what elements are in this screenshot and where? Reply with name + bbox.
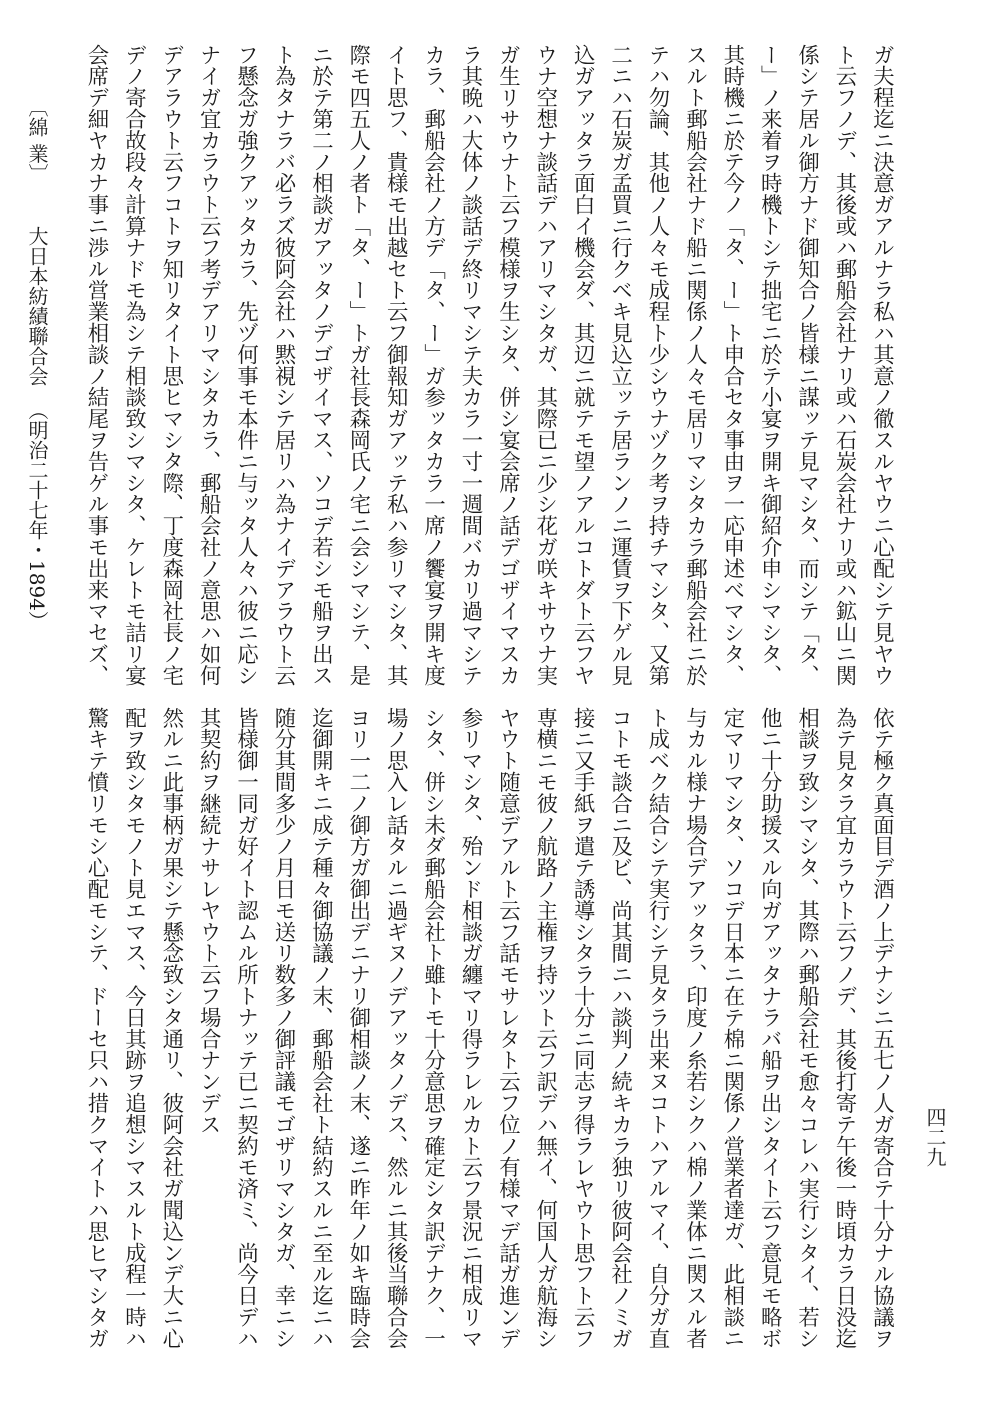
upper-text-column: ガ夫程迄ニ決意ガアルナラ私ハ其意ノ徹スルヤウニ心配シテ見ヤウ [869,44,895,686]
lower-text-column: 然ルニ此事柄ガ果シテ懸念致シタ通リ、彼阿会社ガ聞込ンデ大ニ心 [158,707,184,1349]
upper-text-column: ガ生リサウナト云フ模様ヲ生シタ、併シ宴会席ノ話デゴザイマスカ [495,44,521,686]
upper-text-column: ト為タナラバ必ラズ彼阿会社ハ黙視シテ居リハ為ナイデアラウト云 [271,44,296,686]
upper-text-column: 二ニハ石炭ガ孟買ニ行クベキ見込立ッテ居ランノニ運賃ヲ下ゲル見 [607,44,633,686]
era-note: （明治二十七年・1894） [25,400,49,631]
lower-text-column: 迄御開キニ成テ種々御協議ノ末、郵船会社ト結約スルニ至ル迄ニハ [308,707,334,1349]
upper-text-column: ト云フノデ、其後或ハ郵船会社ナリ或ハ石炭会社ナリ或ハ鉱山ニ関 [832,44,857,686]
lower-text-column: 驚キテ憤リモシ心配モシテ、ドーセ只ハ措クマイトハ思ヒマシタガ [84,707,109,1349]
source-title: 大日本紡績聯合会 [25,226,49,386]
lower-text-column: 随分其間多少ノ月日モ送リ数多ノ御評議モゴザリマシタガ、幸ニシ [271,707,296,1349]
lower-text-column: 接ニ又手紙ヲ遣テ誘導シタラ十分ニ同志ヲ得ラレヤウト思フト云フ [570,707,596,1349]
upper-text-column: スルト郵船会社ナド船ニ関係ノ人々モ居リマシタカラ郵船会社ニ於 [682,44,708,686]
upper-text-column: デアラウト云フコトヲ知リタイト思ヒマシタ際、丁度森岡社長ノ宅 [158,44,184,686]
lower-text-column: 与カル様ナ場合デアッタラ、印度ノ糸若シクハ棉ノ業体ニ関スル者 [682,707,708,1349]
upper-text-column: カラ、郵船会社ノ方デ「タ、ー」ガ参ッタカラ一席ノ饗宴ヲ開キ度 [420,44,446,686]
upper-text-column: ナイガ宜カラウト云フ考デアリマシタカラ、郵船会社ノ意思ハ如何 [196,44,222,686]
upper-text-column: 際モ四五人ノ者ト「タ、ー」トガ社長森岡氏ノ宅ニ会シマシテ、是 [345,44,371,686]
upper-text-column: イト思フ、貴様モ出越セト云フ御報知ガアッテ私ハ参リマシタ、其 [383,44,409,686]
lower-text-column: シタ、併シ未ダ郵船会社ト雖トモ十分意思ヲ確定シタ訳デナク、一 [420,707,446,1349]
upper-text-column: フ懸念ガ強クアッタカラ、先ヅ何事モ本件ニ与ッタ人々ハ彼ニ応シ [233,44,259,686]
upper-text-column: 其時機ニ於テ今ノ「タ、ー」ト申合セタ事由ヲ一応申述べマシタ、 [719,44,745,686]
lower-text-column: 依テ極ク真面目デ酒ノ上デナシニ五七ノ人ガ寄合テ十分ナル協議ヲ [869,707,895,1349]
lower-text-column: 其契約ヲ継続ナサレヤウト云フ場合ナンデス [196,707,222,1135]
lower-text-column: 皆様御一同ガ好イト認ムル所トナッテ已ニ契約モ済ミ、尚今日デハ [233,707,259,1349]
lower-text-column: 相談ヲ致シマシタ、其際ハ郵船会社モ愈々コレハ実行シタイ、若シ [794,707,820,1349]
upper-text-column: テハ勿論、其他ノ人々モ成程ト少シウナヅク考ヲ持チマシタ、又第 [645,44,670,686]
page-number: 四二九 [923,1107,947,1167]
lower-text-column: 為テ見タラ宜カラウト云フノデ、其後打寄テ午後一時頃カラ日没迄 [832,707,857,1349]
lower-text-column: 専横ニモ彼ノ航路ノ主権ヲ持ツト云フ訳デハ無イ、何国人ガ航海シ [532,707,558,1349]
lower-text-column: ト成ベク結合シテ実行シテ見タラ出来ヌコトハアルマイ、自分ガ直 [645,707,670,1349]
lower-text-column: 他ニ十分助援スル向ガアッタナラバ船ヲ出シタイト云フ意見モ略ボ [757,707,783,1349]
lower-text-column: 配ヲ致シタモノト見エマス、今日其跡ヲ追想シマスルト成程一時ハ [121,707,147,1349]
upper-text-column: ニ於テ第二ノ相談ガアッタノデゴザイマス、ソコデ若シモ船ヲ出ス [308,44,334,686]
upper-text-column: ー」ノ来着ヲ時機トシテ拙宅ニ於テ小宴ヲ開キ御紹介申シマシタ、 [757,44,783,686]
upper-text-column: 係シテ居ル御方ナド御知合ノ皆様ニ謀ッテ見マシタ、而シテ「タ、 [794,44,820,686]
lower-text-column: ヤウト随意デアルト云フ話モサレタト云フ位ノ有様マデ話ガ進ンデ [495,707,521,1349]
lower-text-column: ヨリ一二ノ御方ガ御出デニナリ御相談ノ末、遂ニ昨年ノ如キ臨時会 [345,707,371,1349]
upper-text-column: 込ガアッタラ面白イ機会ダ、其辺ニ就テモ望ノアルコトダト云フヤ [570,44,596,686]
lower-text-column: 参リマシタ、殆ンド相談ガ纏マリ得ラレルカト云フ景況ニ相成リマ [458,707,483,1349]
upper-text-column: デノ寄合故段々計算ナドモ為シテ相談致シマシタ、ケレトモ詰リ宴 [121,44,147,686]
section-tag: 〔綿 業〕 [25,97,49,184]
upper-text-column: ウナ空想ナ談話デハアリマシタガ、其際已ニ少シ花ガ咲キサウナ実 [532,44,558,686]
lower-text-column: 場ノ思入レ話タルニ過ギヌノデアッタノデス、然ルニ其後当聯合会 [383,707,409,1349]
upper-text-column: ラ其晩ハ大体ノ談話デ終リマシテ夫カラ一寸一週間バカリ過マシテ [458,44,483,686]
lower-text-column: コトモ談合ニ及ビ、尚其間ニハ談判ノ続キカラ独リ彼阿会社ノミガ [607,707,633,1349]
upper-text-column: 会席デ細ヤカナ事ニ渉ル営業相談ノ結尾ヲ告ゲル事モ出来マセズ、 [84,44,109,686]
lower-text-column: 定マリマシタ、ソコデ日本ニ在テ棉ニ関係ノ営業者達ガ、此相談ニ [719,707,745,1349]
